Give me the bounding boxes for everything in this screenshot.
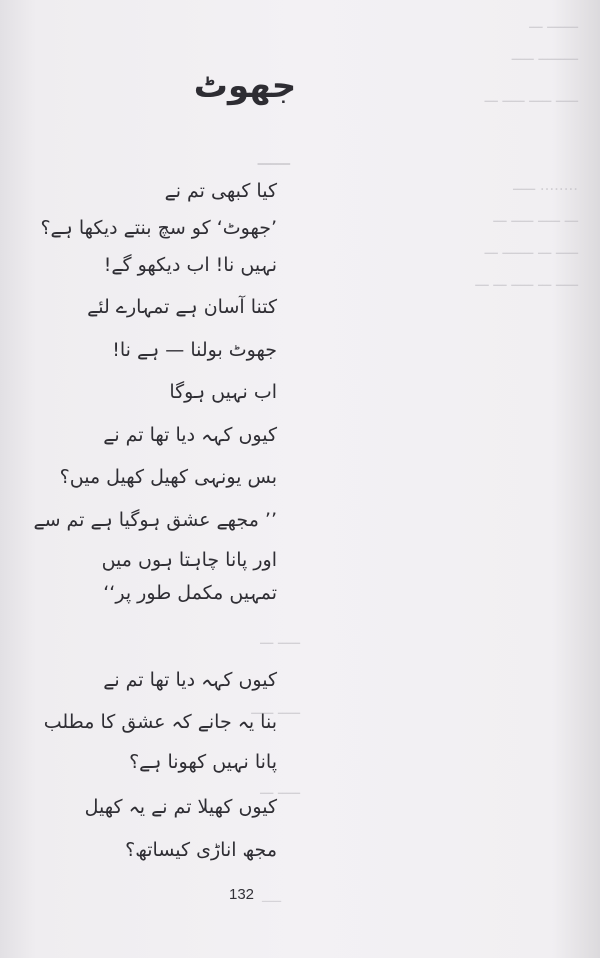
show-through-text: ـــــ ـــ	[260, 630, 300, 648]
show-through-text: ـــــ	[257, 146, 290, 171]
show-through-text: ـــــ ـــــ	[251, 700, 300, 718]
verse-line: اب نہیں ہوگا	[169, 381, 277, 403]
show-through-text: ـــــ ـــ ـــــ ـــ ـــ	[475, 272, 578, 290]
verse-line: کیوں کہہ دیا تھا تم نے	[103, 424, 277, 446]
show-through-page-number: ـــــ	[262, 890, 282, 905]
verse-line: ’’ مجھے عشق ہوگیا ہے تم سے	[33, 509, 277, 531]
verse-line: کیا کبھی تم نے	[164, 180, 277, 202]
verse-line: نہیں نا! اب دیکھو گے!	[103, 254, 277, 276]
verse-line: مجھ اناڑی کیساتھ؟	[125, 839, 277, 861]
verse-line: اور پانا چاہتا ہوں میں	[101, 549, 277, 571]
show-through-text: ـــــ ـــ	[260, 780, 300, 798]
show-through-text: ـــــــ ـــ	[529, 14, 578, 32]
show-through-text: ـــــــــ ـــــ	[511, 46, 578, 64]
verse-line: ’جھوٹ‘ کو سچ بنتے دیکھا ہے؟	[40, 217, 277, 239]
page-number: 132	[229, 886, 255, 903]
verse-line: کیوں کھیلا تم نے یہ کھیل	[84, 796, 277, 818]
show-through-text: ........ ـــــ	[513, 176, 578, 194]
verse-line: کیوں کہہ دیا تھا تم نے	[103, 669, 277, 691]
show-through-text: ـــ ـــــ ـــــ ـــ	[493, 208, 578, 226]
show-through-text: ـــــ ـــــ ـــــ ـــ	[484, 88, 578, 106]
verse-line: کتنا آسان ہے تمہارے لئے	[87, 296, 277, 318]
poem-title: جھوٹ	[193, 66, 297, 106]
verse-line: بس یونہی کھیل کھیل میں؟	[59, 466, 277, 488]
verse-line: جھوٹ بولنا — ہے نا!	[112, 339, 277, 361]
verse-line: بنا یہ جانے کہ عشق کا مطلب	[43, 711, 277, 733]
verse-line: تمہیں مکمل طور پر‘‘	[103, 582, 277, 604]
show-through-text: ـــــ ـــ ـــــــ ـــ	[484, 240, 578, 258]
verse-line: پانا نہیں کھونا ہے؟	[129, 751, 277, 773]
